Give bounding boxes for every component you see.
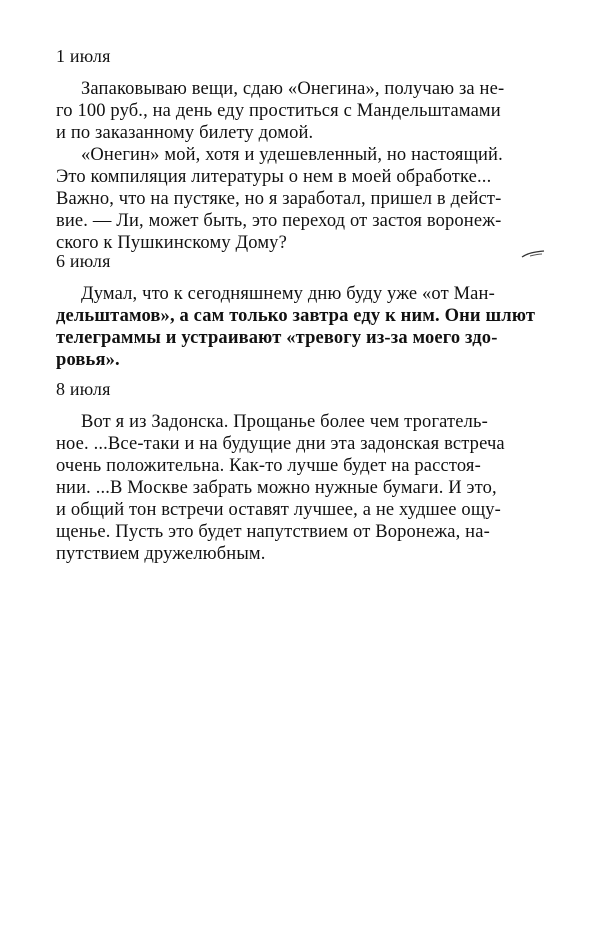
- text-line: Вот я из Задонска. Прощанье более чем трогатель-: [81, 412, 488, 432]
- entry-date: 1 июля: [56, 46, 111, 66]
- text-line: телеграммы и устраивают «тревогу из-за моего здо-: [56, 328, 498, 348]
- text-line: очень положительна. Как-то лучше будет на расстоя-: [56, 456, 481, 476]
- text-line: вие. — Ли, может быть, это переход от застоя воронеж-: [56, 211, 502, 231]
- text-line: путствием дружелюбным.: [56, 544, 266, 564]
- text-line: щенье. Пусть это будет напутствием от Воронежа, на-: [56, 522, 490, 542]
- text-line: ровья».: [56, 350, 120, 370]
- text-line: ского к Пушкинскому Дому?: [56, 233, 287, 253]
- text-line: Это компиляция литературы о нем в моей обработке...: [56, 167, 492, 187]
- text-line: ное. ...Все-таки и на будущие дни эта задонская встреча: [56, 434, 505, 454]
- text-line: нии. ...В Москве забрать можно нужные бумаги. И это,: [56, 478, 497, 498]
- entry-date: 8 июля: [56, 379, 111, 399]
- text-line: Запаковываю вещи, сдаю «Онегина», получаю за не-: [81, 79, 505, 99]
- text-line: дельштамов», а сам только завтра еду к ним. Они шлют: [56, 306, 536, 326]
- text-line: Важно, что на пустяке, но я заработал, пришел в дейст-: [56, 189, 502, 209]
- ink-mark-decoration: [520, 249, 546, 261]
- text-line: и по заказанному билету домой.: [56, 123, 314, 143]
- text-line: го 100 руб., на день еду проститься с Мандельштамами: [56, 101, 501, 121]
- text-line: и общий тон встречи оставят лучшее, а не худшее ощу-: [56, 500, 501, 520]
- text-line: «Онегин» мой, хотя и удешевленный, но настоящий.: [81, 145, 503, 165]
- text-line: Думал, что к сегодняшнему дню буду уже «от Ман-: [81, 284, 495, 304]
- entry-date: 6 июля: [56, 251, 111, 271]
